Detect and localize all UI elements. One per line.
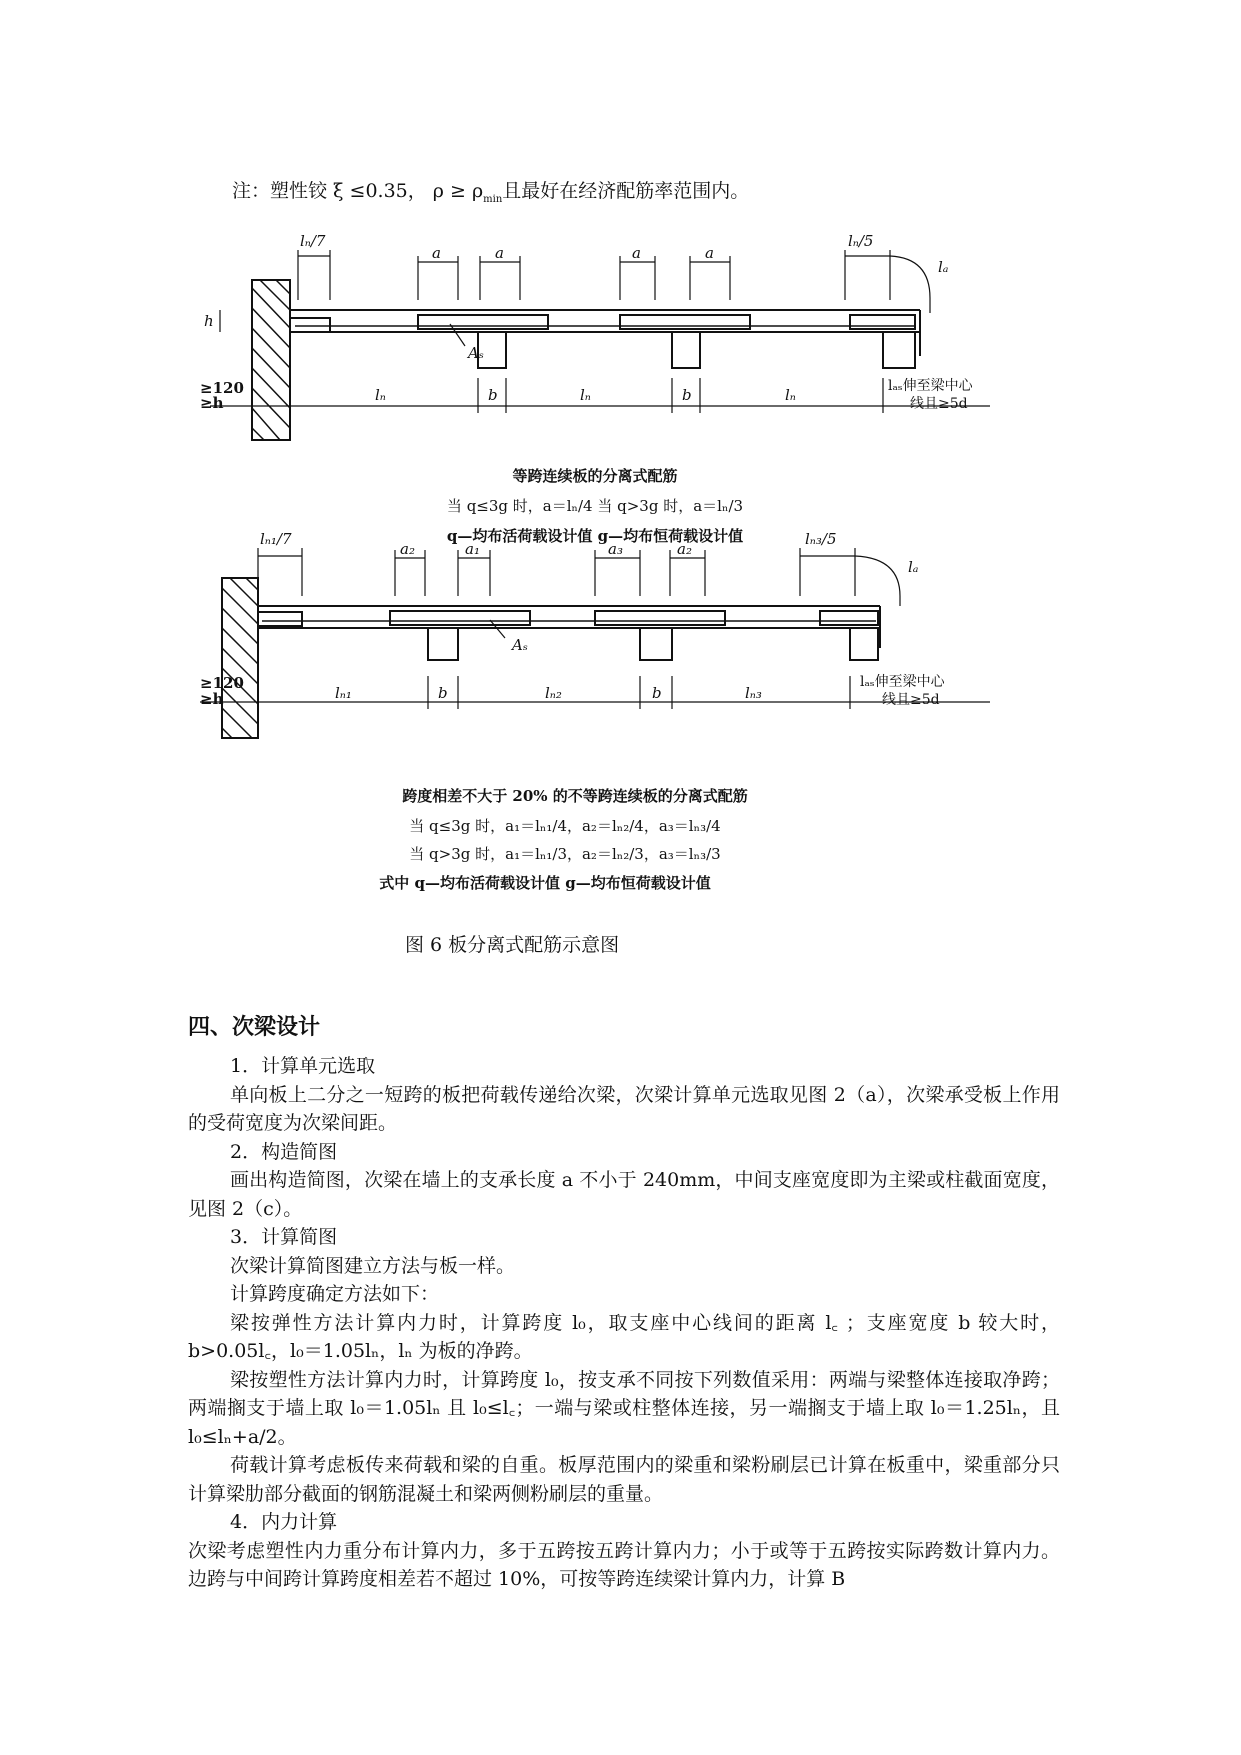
figure-caption: 图 6 板分离式配筋示意图 — [405, 934, 620, 956]
label-b: b — [488, 386, 498, 404]
paragraph: 2．构造简图 — [230, 1140, 338, 1163]
note-prefix: 注：塑性铰 ξ ≤0.35， ρ ≥ ρ — [232, 180, 484, 202]
label-a: a — [495, 244, 504, 262]
section-body — [188, 1052, 1060, 1594]
paragraph: 次梁考虑塑性内力重分布计算内力，多于五跨按五跨计算内力；小于或等于五跨按实际跨数计算内力。边跨与中间跨计算跨度相差若不超过 10%，可按等跨连续梁计算内力，计算 B — [188, 1539, 1060, 1590]
note-line — [232, 176, 749, 205]
label-a3: a₃ — [608, 540, 623, 558]
top-diagram-labels — [200, 232, 974, 412]
paragraph: 4．内力计算 — [230, 1511, 338, 1533]
paragraph: 梁按弹性方法计算内力时，计算跨度 l₀，取支座中心线间的距离 l꜀ ；支座宽度 b 较大时， b>0.05l꜀，l₀＝1.05lₙ，lₙ 为板的净跨。 — [188, 1311, 1060, 1362]
label-h: h — [204, 312, 214, 330]
bottom-diagram-caption — [379, 787, 748, 892]
paragraph: 3．计算简图 — [230, 1226, 338, 1248]
label-b: b — [438, 684, 448, 702]
label-ln1: lₙ₁ — [335, 684, 352, 702]
label-la: lₐ — [908, 558, 919, 576]
label-ge120: ≥120 — [200, 674, 244, 692]
section-title: 四、次梁设计 — [188, 1015, 321, 1040]
label-a: a — [632, 244, 641, 262]
label-ln3: lₙ₃ — [745, 684, 762, 702]
label-ln5: lₙ/5 — [848, 232, 874, 250]
bottom-line2: 当 q>3g 时，a₁＝lₙ₁/3，a₂＝lₙ₂/3，a₃＝lₙ₃/3 — [409, 845, 721, 863]
label-ln7: lₙ/7 — [300, 232, 326, 250]
label-las1: lₐₛ伸至梁中心 — [888, 378, 973, 394]
label-las2: 线且≥5d — [882, 692, 940, 708]
bottom-diagram — [200, 548, 990, 738]
label-as: Aₛ — [468, 344, 484, 362]
top-diagram-caption — [447, 467, 743, 545]
bottom-line3: 式中 q—均布活荷载设计值 g—均布恒荷载设计值 — [379, 874, 711, 892]
paragraph: 次梁计算简图建立方法与板一样。 — [230, 1254, 516, 1277]
paragraph: 计算跨度确定方法如下： — [230, 1283, 440, 1305]
label-ln: lₙ — [580, 386, 591, 404]
top-diagram — [210, 250, 990, 440]
label-ln35: lₙ₃/5 — [805, 530, 837, 548]
bottom-diagram-labels — [200, 530, 946, 708]
paragraph: 1．计算单元选取 — [230, 1055, 376, 1077]
label-a: a — [432, 244, 441, 262]
label-ln17: lₙ₁/7 — [260, 530, 292, 548]
top-line1: 当 q≤3g 时，a＝lₙ/4 当 q>3g 时，a＝lₙ/3 — [446, 497, 744, 515]
label-a: a — [705, 244, 714, 262]
label-las1: lₐₛ伸至梁中心 — [860, 674, 945, 690]
label-geh: ≥h — [200, 394, 224, 412]
top-line2: q—均布活荷载设计值 g—均布恒荷载设计值 — [446, 527, 744, 545]
label-a2: a₂ — [677, 540, 692, 558]
label-geh: ≥h — [200, 690, 224, 708]
label-la: lₐ — [938, 258, 949, 276]
label-a1: a₁ — [465, 540, 480, 558]
paragraph: 画出构造简图，次梁在墙上的支承长度 a 不小于 240mm，中间支座宽度即为主梁或柱截面宽度，见图 2（c）。 — [188, 1169, 1060, 1220]
bottom-title: 跨度相差不大于 20% 的不等跨连续板的分离式配筋 — [402, 787, 748, 805]
label-ln: lₙ — [785, 386, 796, 404]
label-a2: a₂ — [400, 540, 415, 558]
label-ln2: lₙ₂ — [545, 684, 562, 702]
label-ln: lₙ — [375, 386, 386, 404]
label-b: b — [682, 386, 692, 404]
note-sub: min — [483, 193, 503, 205]
label-ge120: ≥120 — [200, 379, 244, 397]
note-suffix: 且最好在经济配筋率范围内。 — [502, 180, 750, 202]
label-las2: 线且≥5d — [910, 396, 968, 412]
paragraph: 荷载计算考虑板传来荷载和梁的自重。板厚范围内的梁重和梁粉刷层已计算在板重中，梁重部分只计算梁肋部分截面的钢筋混凝土和梁两侧粉刷层的重量。 — [188, 1454, 1060, 1505]
label-b: b — [652, 684, 662, 702]
bottom-line1: 当 q≤3g 时，a₁＝lₙ₁/4，a₂＝lₙ₂/4，a₃＝lₙ₃/4 — [409, 817, 721, 835]
slab-reinforcement-figure — [200, 228, 990, 928]
top-title: 等跨连续板的分离式配筋 — [512, 467, 678, 485]
paragraph: 单向板上二分之一短跨的板把荷载传递给次梁，次梁计算单元选取见图 2（a），次梁承受板上作用的受荷宽度为次梁间距。 — [188, 1083, 1060, 1134]
label-as: Aₛ — [512, 636, 528, 654]
paragraph: 梁按塑性方法计算内力时，计算跨度 l₀，按支承不同按下列数值采用：两端与梁整体连接取净跨；两端搁支于墙上取 l₀＝1.05lₙ 且 l₀≤l꜀；一端与梁或柱整体连接，另一端搁支于墙上取 l₀＝1.25lₙ，且 l₀≤lₙ+a/2。 — [188, 1368, 1060, 1448]
